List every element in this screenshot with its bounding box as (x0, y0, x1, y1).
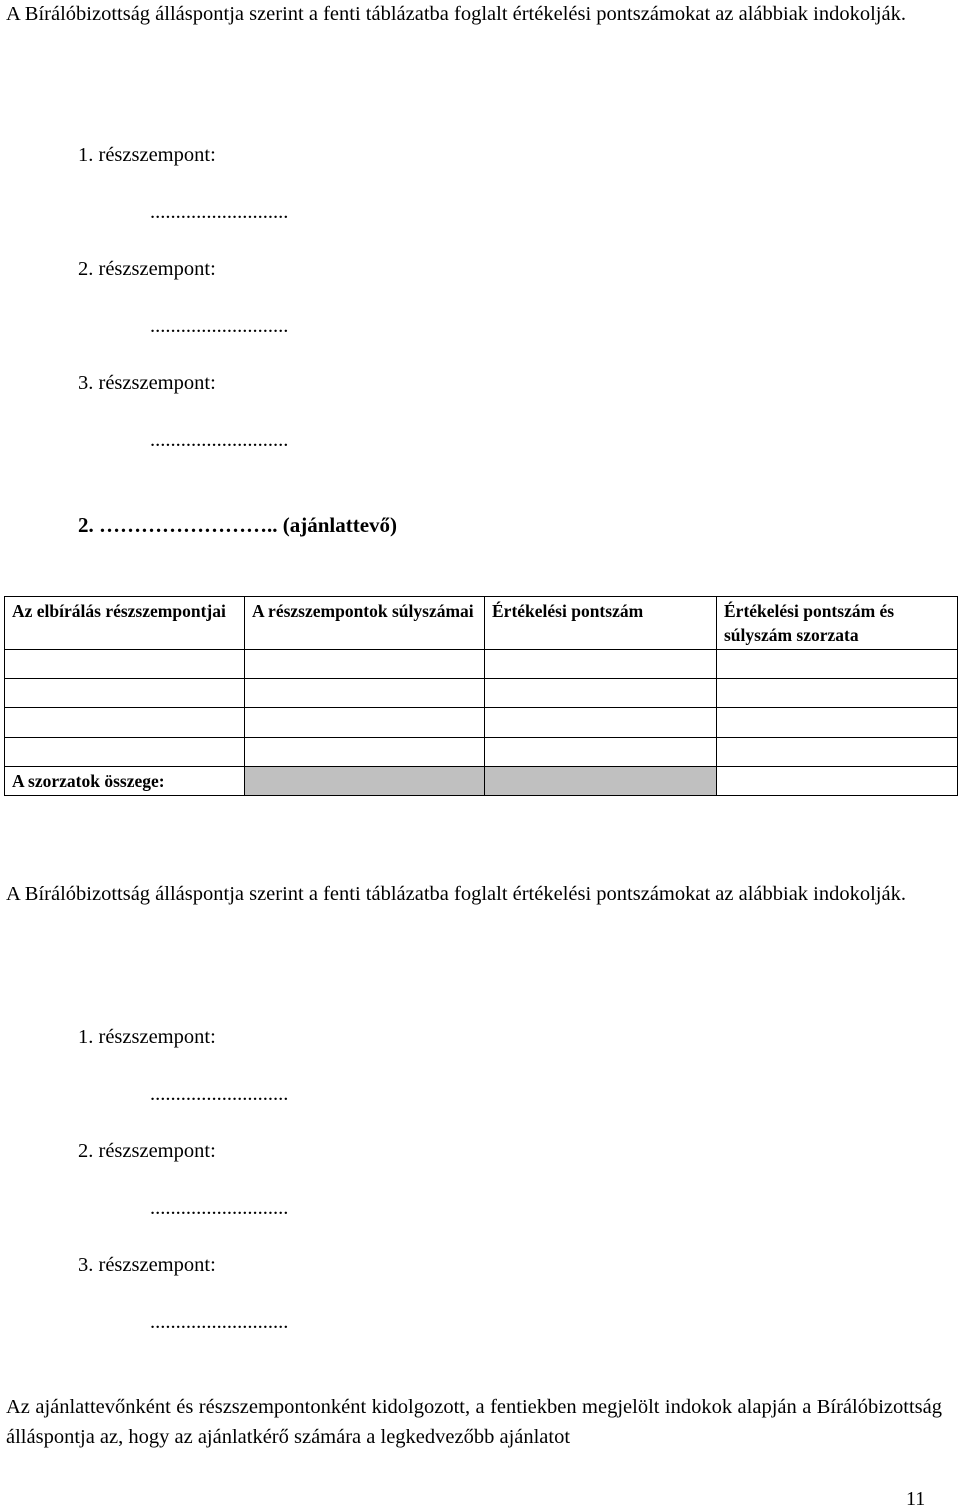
table-cell (5, 679, 245, 708)
total-shaded-cell (245, 767, 485, 796)
criterion-2-value: ........................... (150, 315, 289, 337)
table-cell (717, 650, 958, 679)
criterion-1-value-b: ........................... (150, 1083, 289, 1105)
table-row (5, 650, 958, 679)
total-label: A szorzatok összege: (5, 767, 245, 796)
criterion-3-value: ........................... (150, 429, 289, 451)
table-row (5, 708, 958, 738)
table-header-row (5, 597, 958, 650)
criterion-3-label-b: 3. részszempont: (78, 1254, 216, 1276)
intro-paragraph: A Bírálóbizottság álláspontja szerint a fenti táblázatba foglalt értékelési pontszámokat az alábbiak indokolják. (6, 3, 906, 25)
header-score: Értékelési pontszám (485, 597, 717, 650)
header-product: Értékelési pontszám és súlyszám szorzata (717, 597, 958, 650)
table-cell (245, 679, 485, 708)
table-cell (245, 738, 485, 767)
table-cell (485, 679, 717, 708)
table-cell (485, 738, 717, 767)
table-cell (5, 738, 245, 767)
criterion-2-value-b: ........................... (150, 1197, 289, 1219)
table-row (5, 679, 958, 708)
criterion-2-label: 2. részszempont: (78, 258, 216, 280)
criterion-1-label-b: 1. részszempont: (78, 1026, 216, 1048)
bidder-heading: 2. …………………….. (ajánlattevő) (78, 513, 398, 537)
table-row (5, 738, 958, 767)
table-cell (717, 738, 958, 767)
header-criteria: Az elbírálás részszempontjai (5, 597, 245, 650)
table-cell (485, 650, 717, 679)
second-paragraph: A Bírálóbizottság álláspontja szerint a fenti táblázatba foglalt értékelési pontszámokat az alábbiak indokolják. (6, 883, 906, 905)
criterion-3-value-b: ........................... (150, 1311, 289, 1333)
criterion-1-value: ........................... (150, 201, 289, 223)
criterion-1-label: 1. részszempont: (78, 144, 216, 166)
criterion-2-label-b: 2. részszempont: (78, 1140, 216, 1162)
table-cell (245, 708, 485, 738)
table-cell (5, 708, 245, 738)
table-cell (717, 679, 958, 708)
table-cell (245, 650, 485, 679)
closing-paragraph: Az ajánlattevőnként és részszempontonként kidolgozott, a fentiekben megjelölt indokok alapján a Bírálóbizottság álláspontja az, hogy az ajánlatkérő számára a legkedvezőbb ajánlatot (6, 1396, 942, 1448)
table-cell (5, 650, 245, 679)
criterion-3-label: 3. részszempont: (78, 372, 216, 394)
table-cell (717, 708, 958, 738)
header-weights: A részszempontok súlyszámai (245, 597, 485, 650)
evaluation-table (4, 596, 958, 796)
table-cell (485, 708, 717, 738)
total-value (717, 767, 958, 796)
page-number: 11 (906, 1488, 926, 1510)
table-total-row (5, 767, 958, 796)
total-shaded-cell (485, 767, 717, 796)
